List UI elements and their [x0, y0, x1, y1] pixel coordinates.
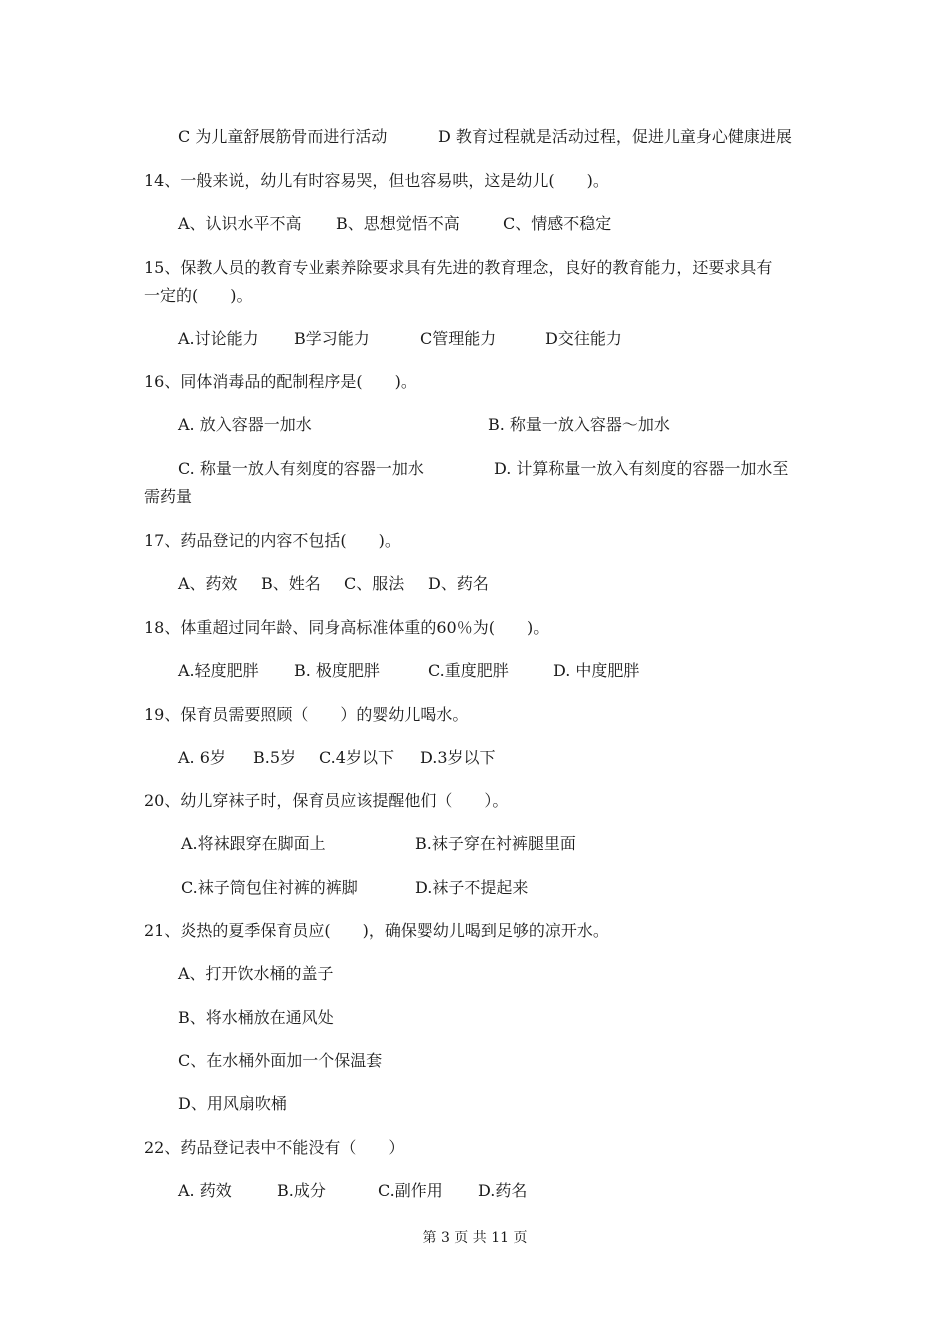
q19-option-d: D.3岁以下	[420, 748, 496, 767]
q14-option-b: B、思想觉悟不高	[336, 214, 460, 233]
q18-option-a: A.轻度肥胖	[178, 661, 259, 680]
q16-option-d-line2: 需药量	[144, 487, 193, 506]
q20-option-a: A.将袜跟穿在脚面上	[181, 834, 326, 853]
q14-option-c: C、情感不稳定	[503, 214, 612, 233]
q15-option-b: B学习能力	[294, 329, 370, 348]
q20-option-b: B.袜子穿在衬裤腿里面	[415, 834, 576, 853]
page-number: 第 3 页 共 11 页	[422, 1230, 528, 1246]
q20-option-c: C.袜子筒包住衬裤的裤脚	[181, 878, 358, 897]
q18-option-d: D. 中度肥胖	[553, 661, 640, 680]
q19-stem: 19、保育员需要照顾（ ）的婴幼儿喝水。	[144, 705, 469, 724]
q19-option-b: B.5岁	[253, 748, 297, 767]
q16-option-b: B. 称量一放入容器～加水	[488, 415, 670, 434]
q16-option-c: C. 称量一放人有刻度的容器一加水	[178, 459, 424, 478]
q17-option-a: A、药效	[178, 574, 238, 593]
q21-option-d: D、用风扇吹桶	[178, 1094, 287, 1113]
q15-option-a: A.讨论能力	[178, 329, 259, 348]
q16-stem: 16、同体消毒品的配制程序是( )。	[144, 372, 417, 391]
q22-option-b: B.成分	[277, 1181, 326, 1200]
q15-option-d: D交往能力	[545, 329, 622, 348]
q22-option-c: C.副作用	[378, 1181, 443, 1200]
q17-option-d: D、药名	[428, 574, 489, 593]
q15-stem-line2: 一定的( )。	[144, 286, 253, 305]
q17-option-c: C、服法	[344, 574, 405, 593]
q22-option-d: D.药名	[478, 1181, 528, 1200]
q22-option-a: A. 药效	[178, 1181, 232, 1200]
q21-option-b: B、将水桶放在通风处	[178, 1008, 334, 1027]
q20-option-d: D.袜子不提起来	[415, 878, 529, 897]
q18-option-b: B. 极度肥胖	[294, 661, 380, 680]
q21-option-c: C、在水桶外面加一个保温套	[178, 1051, 383, 1070]
q17-stem: 17、药品登记的内容不包括( )。	[144, 531, 401, 550]
q19-option-c: C.4岁以下	[319, 748, 394, 767]
q13-option-d: D 教育过程就是活动过程，促进儿童身心健康进展	[438, 127, 792, 146]
q21-stem: 21、炎热的夏季保育员应( )，确保婴幼儿喝到足够的凉开水。	[144, 921, 609, 940]
q16-option-d-line1: D. 计算称量一放入有刻度的容器一加水至	[494, 459, 789, 478]
q14-option-a: A、认识水平不高	[178, 214, 302, 233]
q18-stem: 18、体重超过同年龄、同身高标准体重的60％为( )。	[144, 618, 550, 637]
q17-option-b: B、姓名	[261, 574, 321, 593]
q14-stem: 14、一般来说，幼儿有时容易哭，但也容易哄，这是幼儿( )。	[144, 171, 609, 190]
q13-option-c: C 为儿童舒展筋骨而进行活动	[178, 127, 388, 146]
q22-stem: 22、药品登记表中不能没有（ ）	[144, 1138, 405, 1157]
q21-option-a: A、打开饮水桶的盖子	[178, 964, 334, 983]
q19-option-a: A. 6岁	[178, 748, 226, 767]
q16-option-a: A. 放入容器一加水	[178, 415, 312, 434]
q15-option-c: C管理能力	[420, 329, 497, 348]
q20-stem: 20、幼儿穿袜子时，保育员应该提醒他们（ ）。	[144, 791, 509, 810]
q18-option-c: C.重度肥胖	[428, 661, 509, 680]
q15-stem-line1: 15、保教人员的教育专业素养除要求具有先进的教育理念，良好的教育能力，还要求具有	[144, 258, 773, 277]
